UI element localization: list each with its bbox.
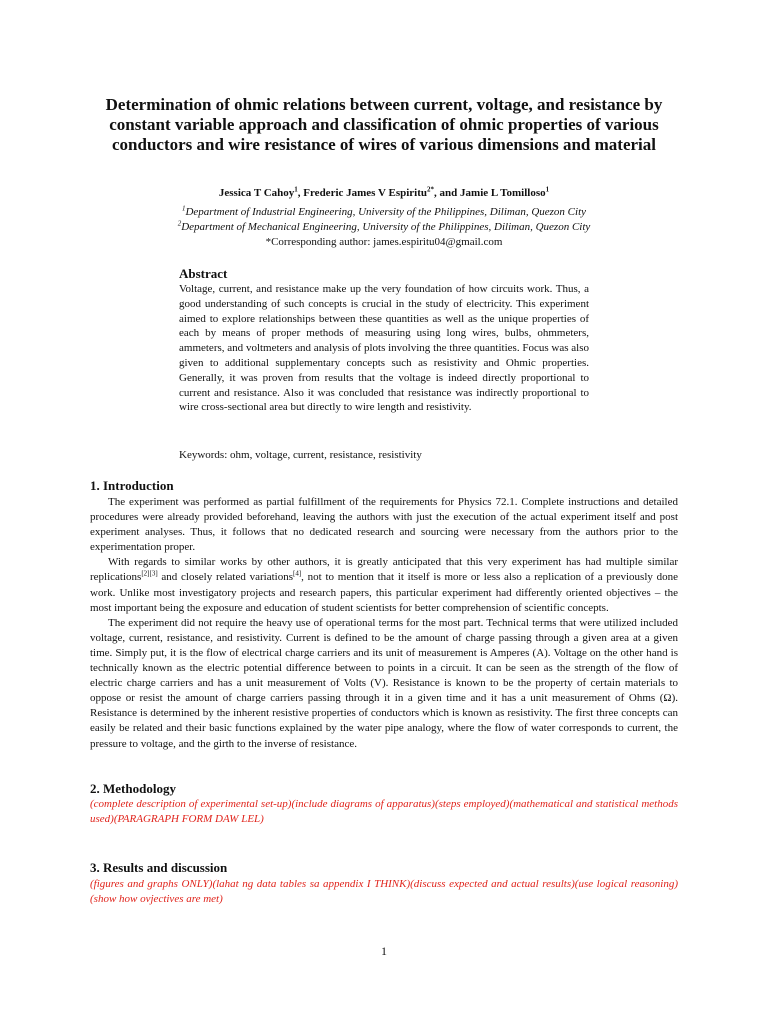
paragraph-text: , not to mention that it itself is more or less also a replication of a previously done work. Unlike most investigatory projects and research papers, this particular experiment had differently oriented objectives – the most important being the exposure and education of student scientists for better comprehension of scientific concepts.	[90, 571, 679, 614]
abstract-keywords: Keywords: ohm, voltage, current, resistance, resistivity	[179, 449, 422, 461]
abstract-heading: Abstract	[179, 266, 228, 281]
affiliation-text: Department of Industrial Engineering, University of the Philippines, Diliman, Quezon City	[185, 206, 587, 218]
author-name: Jamie L Tomilloso	[460, 187, 546, 199]
introduction-paragraph-1: The experiment was performed as partial fulfillment of the requirements for Physics 72.1. Complete instructions and detailed procedures were already provided beforehand, leaving the authors with just the execution of the actual experiment itself and post experiment analyses. Thus, it follows that no dedicated research and sourcing were necessary from the authors prior to the experimentation proper.	[90, 496, 678, 554]
author-name: Frederic James V Espiritu	[303, 187, 428, 199]
section-heading-introduction: 1. Introduction	[90, 478, 174, 493]
paper-title: Determination of ohmic relations between current, voltage, and resistance by constant variable approach and classification of ohmic properties of various conductors and wire resistance of wires of various dimensions and material	[105, 95, 663, 154]
methodology-note: (complete description of experimental set-up)(include diagrams of apparatus)(steps employed)(mathematical and statistical methods used)(PARAGRAPH FORM DAW LEL)	[90, 798, 678, 825]
author-separator: , and	[434, 187, 461, 199]
author-superscript: 1	[294, 185, 298, 194]
page-number: 1	[381, 944, 387, 958]
author-superscript: 2*	[427, 185, 435, 194]
abstract-body: Voltage, current, and resistance make up the very foundation of how circuits work. Thus, a good understanding of such concepts is crucial in the study of electricity. This experiment aimed to explore relationships between these quantities as well as the unique properties of each by means of proper methods of measuring using long wires, bulbs, ohmmeters, ammeters, and voltmeters and analysis of plots involving the three quantities. Focus was also given to additional supplementary concepts such as resistivity and Ohmic properties. Generally, it was proven from results that the voltage is indeed directly proportional to current and resistance. Also it was concluded that resistance was indirectly proportional to wire cross-sectional area but directly to wire length and resistivity.	[179, 283, 589, 414]
section-heading-methodology: 2. Methodology	[90, 781, 176, 796]
affiliation-2	[90, 220, 678, 234]
corresponding-author: *Corresponding author: james.espiritu04@gmail.com	[265, 236, 503, 248]
introduction-body	[90, 495, 678, 752]
introduction-paragraph-3: The experiment did not require the heavy use of operational terms for the most part. Technical terms that were utilized included voltage, current, resistance, and resistivity. Current is defined to be the amount of charge passing through a given area at a given time. Simply put, it is the flow of electrical charge carriers and its unit of measurement is Amperes (A). Voltage on the other hand is technically known as the electric potential difference between to points in a circuit. It can be seen as the strength of the flow of electric charge carriers and has a unit measurement of Volts (V). Resistance is known to be the property of certain materials to oppose or resist the amount of charge carriers passing through it in a given time and it has a unit measurement of Ohms (Ω). Resistance is determined by the inherent resistive properties of conductors which is known as resistivity. The first three concepts can easily be related and their basic functions explained by the water pipe analogy, where the flow of water corresponds to current, the pressure to voltage, and the girth to the inverse of resistance.	[90, 616, 678, 750]
results-note: (figures and graphs ONLY)(lahat ng data tables sa appendix I THINK)(discuss expected and actual results)(use logical reasoning)(show how ovjectives are met)	[90, 878, 678, 905]
author-list	[90, 186, 678, 200]
citation-ref[interactable]: [4]	[293, 569, 302, 578]
section-heading-results: 3. Results and discussion	[90, 860, 228, 875]
paragraph-text: and closely related variations	[157, 571, 293, 584]
affiliation-1	[90, 205, 678, 219]
paragraph-text: With regards to similar works by other authors, it is greatly anticipated that this very experiment has had multiple similar replications	[90, 556, 678, 584]
introduction-paragraph-2	[90, 555, 678, 615]
author-separator: ,	[297, 187, 304, 199]
affiliation-superscript: 1	[181, 204, 186, 213]
affiliation-text: Department of Mechanical Engineering, University of the Philippines, Diliman, Quezon City	[181, 221, 591, 233]
affiliation-superscript: 2	[177, 219, 182, 228]
author-name: Jessica T Cahoy	[218, 187, 295, 199]
author-superscript: 1	[545, 185, 550, 194]
citation-ref[interactable]: [2][3]	[141, 569, 158, 578]
